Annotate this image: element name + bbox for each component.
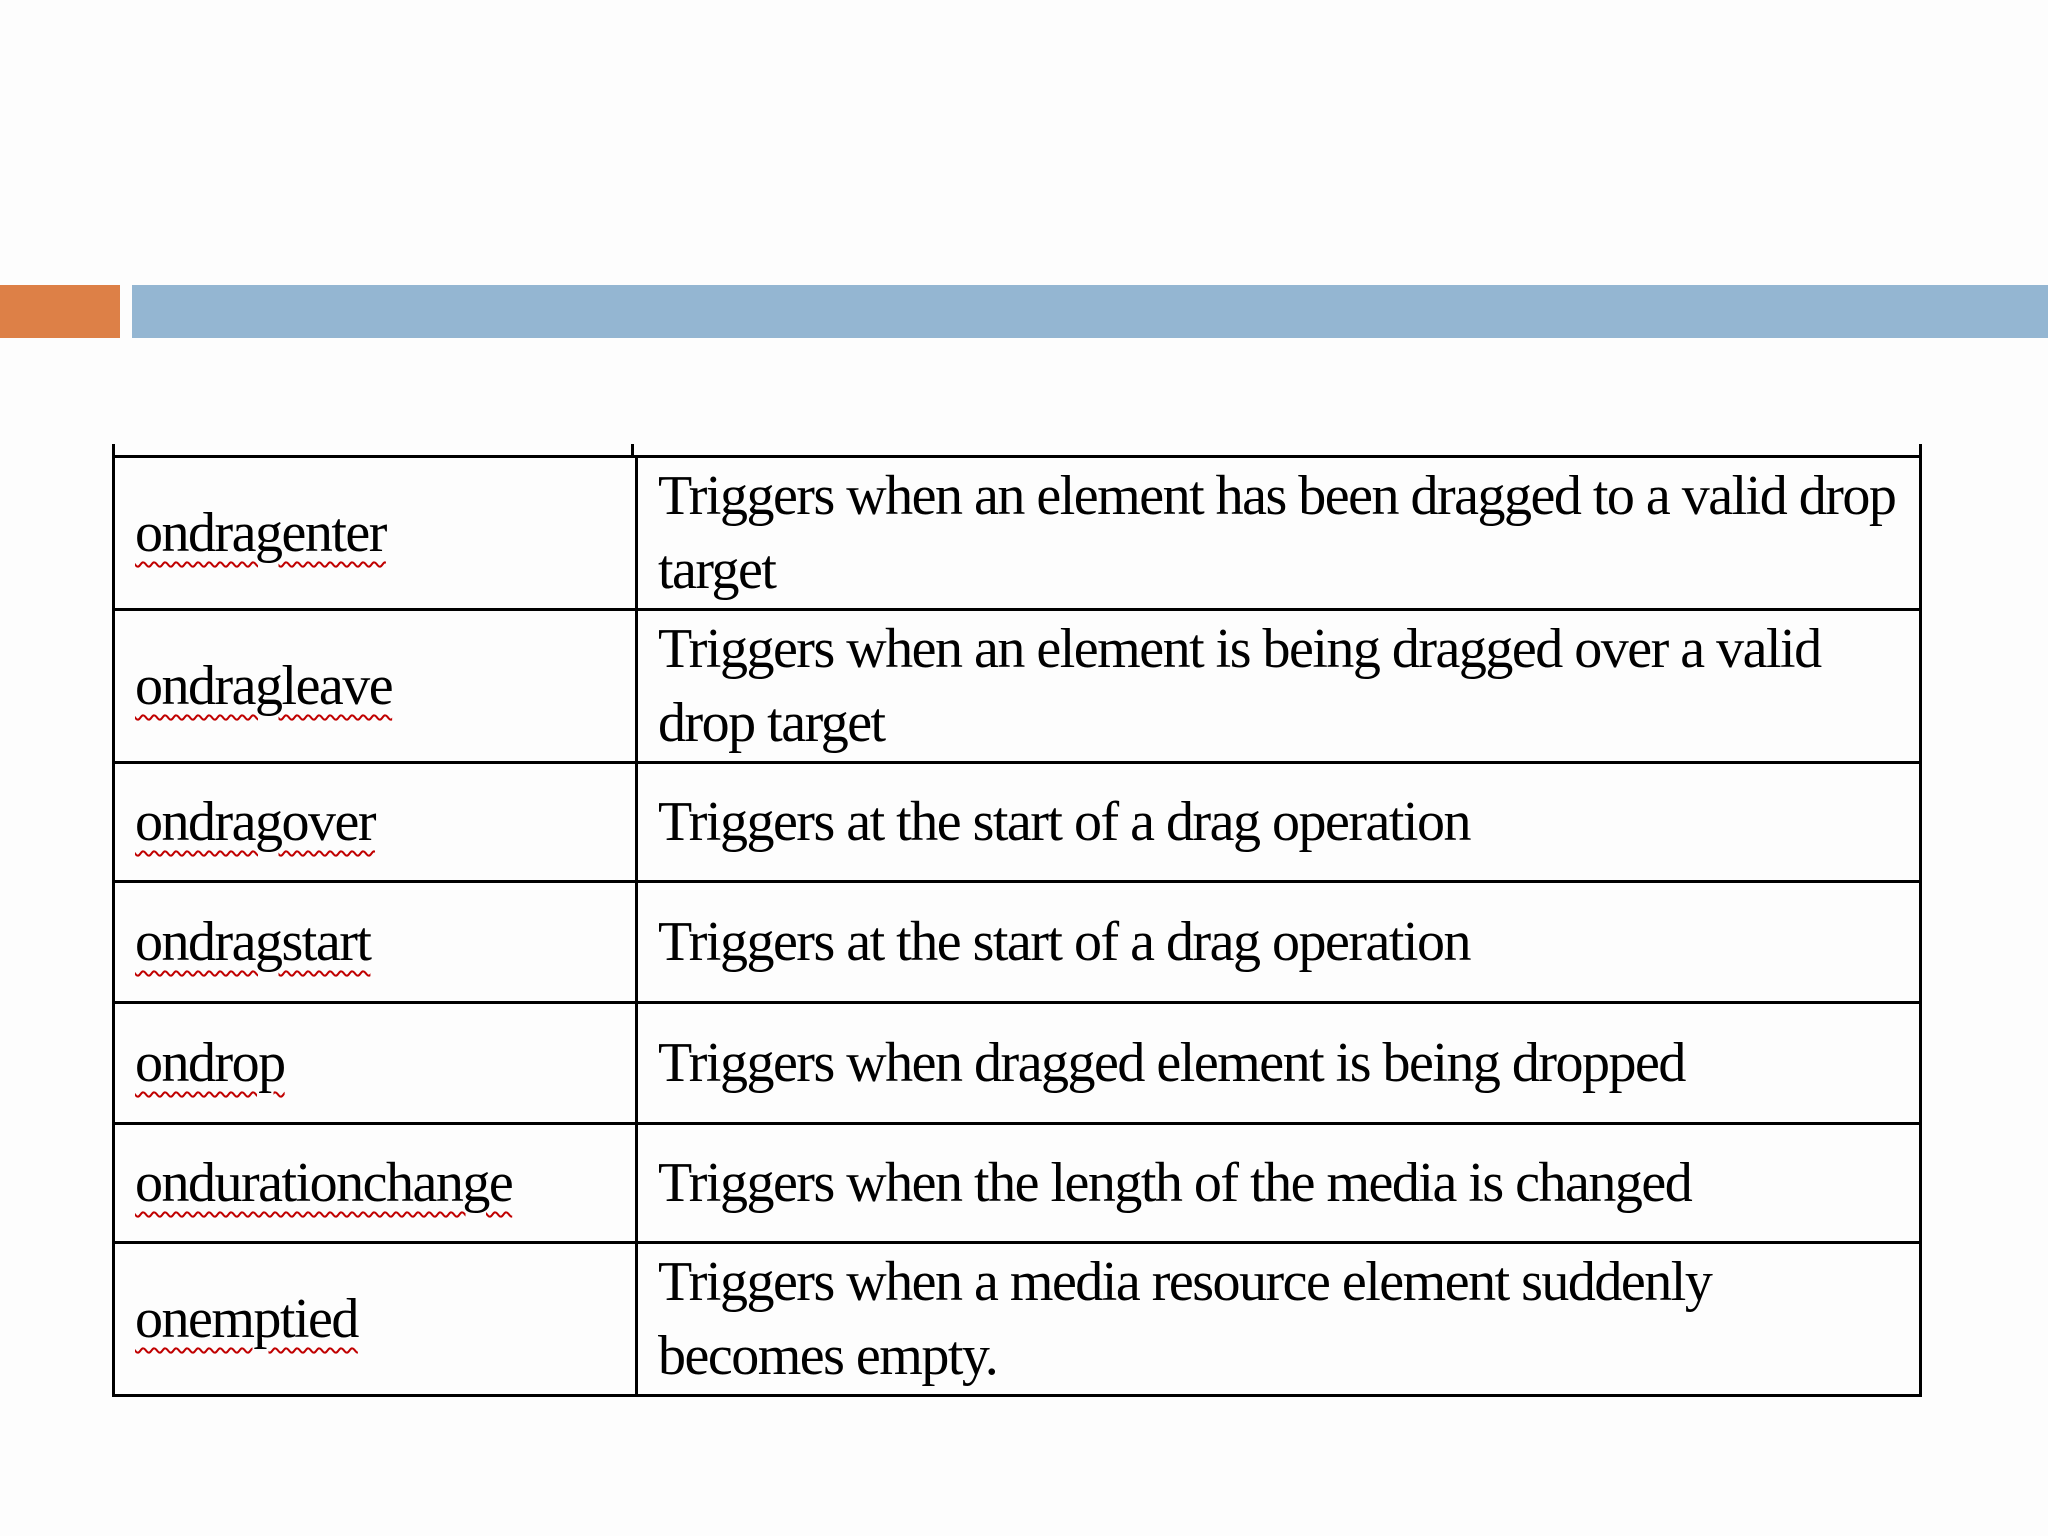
event-name-cell [114, 1003, 637, 1124]
table-row [114, 882, 1921, 1003]
table-row [114, 1003, 1921, 1124]
event-name-cell [114, 457, 637, 610]
event-description-cell [637, 763, 1921, 882]
event-name: ondrop [135, 1032, 285, 1094]
event-description: Triggers when dragged element is being dropped [658, 1032, 1685, 1094]
event-name: ondragstart [135, 911, 371, 973]
event-description-cell [637, 882, 1921, 1003]
table-row [114, 610, 1921, 763]
event-name-cell [114, 882, 637, 1003]
event-description-cell [637, 610, 1921, 763]
event-description-cell [637, 1003, 1921, 1124]
event-description-cell [637, 457, 1921, 610]
event-description-cell [637, 1243, 1921, 1396]
event-name-cell [114, 763, 637, 882]
table-row [114, 457, 1921, 610]
accent-bar-blue [132, 285, 2048, 338]
event-description: Triggers at the start of a drag operation [658, 791, 1470, 853]
event-description: Triggers at the start of a drag operation [658, 911, 1470, 973]
event-name: onemptied [135, 1288, 358, 1350]
event-description: Triggers when an element is being dragged over a valid drop target [658, 618, 1821, 754]
events-table [112, 455, 1922, 1397]
event-description: Triggers when the length of the media is changed [658, 1152, 1692, 1214]
table-row [114, 1124, 1921, 1243]
event-name: ondurationchange [135, 1152, 513, 1214]
event-description: Triggers when a media resource element suddenly becomes empty. [658, 1251, 1712, 1387]
accent-bar-orange [0, 285, 120, 338]
event-description-cell [637, 1124, 1921, 1243]
event-description: Triggers when an element has been dragged to a valid drop target [658, 465, 1896, 601]
event-name: ondragleave [135, 655, 393, 717]
event-name-cell [114, 1124, 637, 1243]
event-name: ondragover [135, 791, 376, 853]
table-row [114, 763, 1921, 882]
event-name-cell [114, 1243, 637, 1396]
event-name: ondragenter [135, 502, 386, 564]
table-row [114, 1243, 1921, 1396]
event-name-cell [114, 610, 637, 763]
